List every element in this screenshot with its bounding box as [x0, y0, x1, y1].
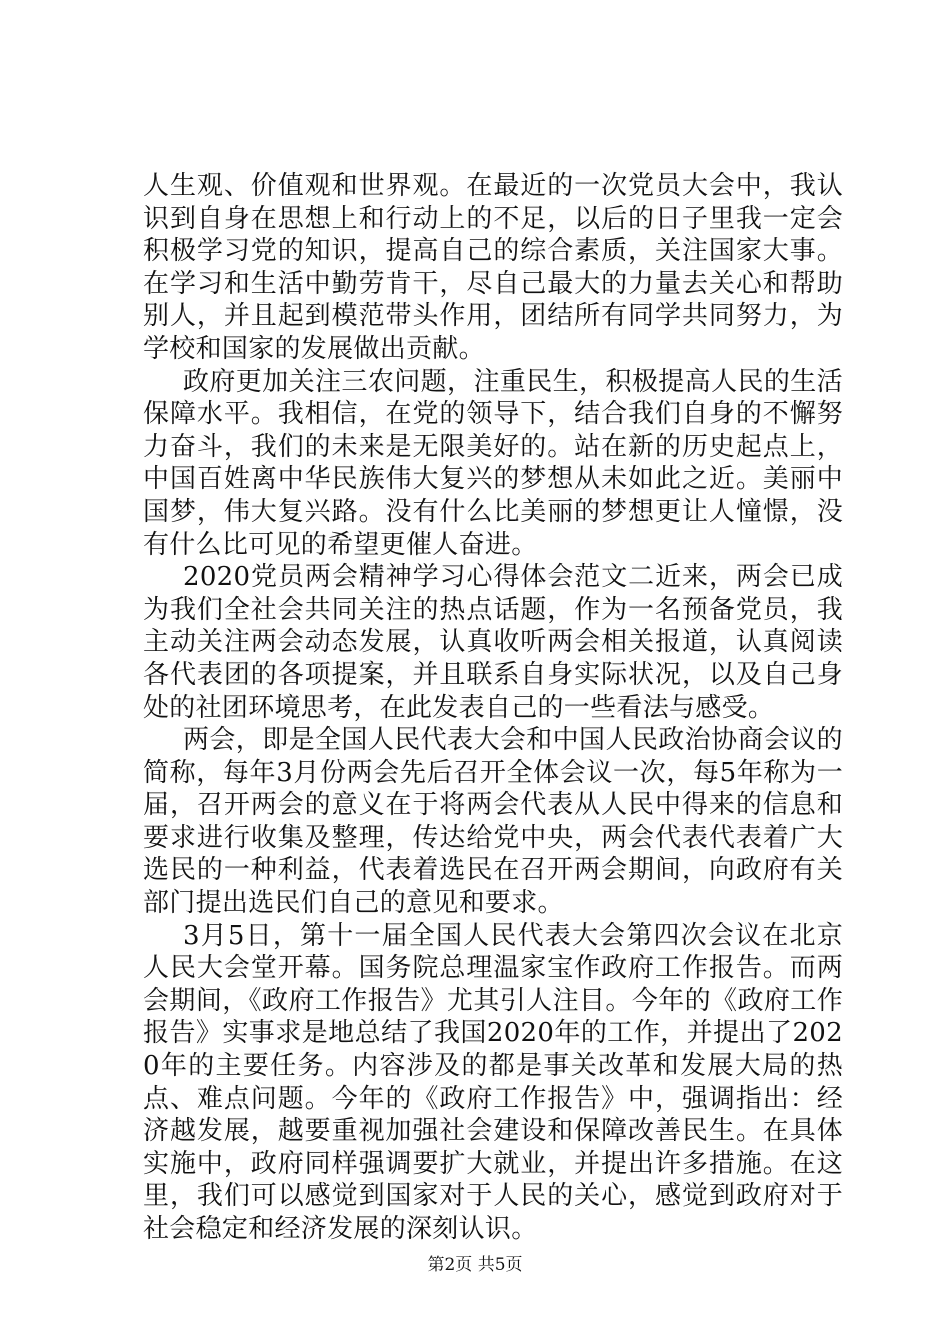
paragraph-4: 两会，即是全国人民代表大会和中国人民政治协商会议的简称，每年3月份两会先后召开全体会议一次，每5年称为一届，召开两会的意义在于将两会代表从人民中得来的信息和要求进行收集及整理，传达给党中央，两会代表代表着广大选民的一种利益，代表着选民在召开两会期间，向政府有关部门提出选民们自己的意见和要求。	[143, 725, 843, 919]
document-body	[143, 170, 843, 1246]
page-number-footer: 第2页 共5页	[427, 1255, 523, 1275]
paragraph-2: 政府更加关注三农问题，注重民生，积极提高人民的生活保障水平。我相信，在党的领导下，结合我们自身的不懈努力奋斗，我们的未来是无限美好的。站在新的历史起点上，中国百姓离中华民族伟大复兴的梦想从未如此之近。美丽中国梦，伟大复兴路。没有什么比美丽的梦想更让人憧憬，没有什么比可见的希望更催人奋进。	[143, 366, 843, 560]
paragraph-5: 3月5日，第十一届全国人民代表大会第四次会议在北京人民大会堂开幕。国务院总理温家宝作政府工作报告。而两会期间，《政府工作报告》尤其引人注目。今年的《政府工作报告》实事求是地总结了我国2020年的工作，并提出了2020年的主要任务。内容涉及的都是事关改革和发展大局的热点、难点问题。今年的《政府工作报告》中，强调指出：经济越发展，越要重视加强社会建设和保障改善民生。在具体实施中，政府同样强调要扩大就业，并提出许多措施。在这里，我们可以感觉到国家对于人民的关心，感觉到政府对于社会稳定和经济发展的深刻认识。	[143, 920, 843, 1244]
paragraph-1: 人生观、价值观和世界观。在最近的一次党员大会中，我认识到自身在思想上和行动上的不足，以后的日子里我一定会积极学习党的知识，提高自己的综合素质，关注国家大事。在学习和生活中勤劳肯干，尽自己最大的力量去关心和帮助别人，并且起到模范带头作用，团结所有同学共同努力，为学校和国家的发展做出贡献。	[143, 171, 843, 364]
paragraph-3: 2020党员两会精神学习心得体会范文二近来，两会已成为我们全社会共同关注的热点话题，作为一名预备党员，我主动关注两会动态发展，认真收听两会相关报道，认真阅读各代表团的各项提案，并且联系自身实际状况，以及自己身处的社团环境思考，在此发表自己的一些看法与感受。	[143, 562, 843, 723]
